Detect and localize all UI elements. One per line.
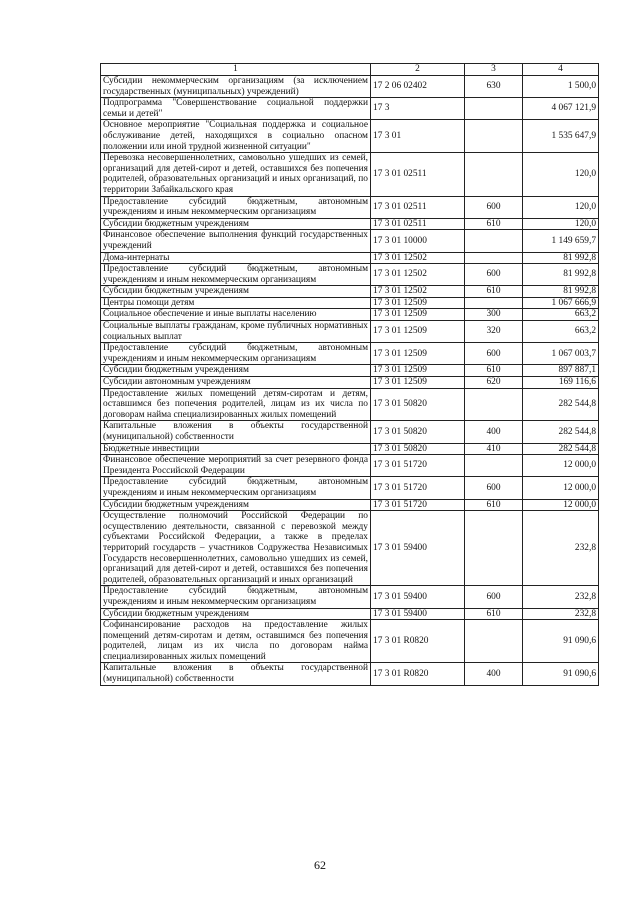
row-expense-type: 600 [465,343,523,365]
header-col-code: 2 [371,64,465,76]
row-code: 17 3 01 12509 [371,343,465,365]
row-name: Субсидии бюджетным учреждениям [101,218,371,230]
row-expense-type [465,455,523,477]
row-expense-type: 600 [465,586,523,608]
row-name: Дома-интернаты [101,252,371,264]
row-expense-type: 620 [465,377,523,389]
row-name: Предоставление субсидий бюджетным, автономным учреждениям и иным некоммерческим организациям [101,196,371,218]
row-code: 17 3 01 10000 [371,230,465,252]
row-name: Подпрограмма "Совершенствование социальной поддержки семьи и детей" [101,98,371,120]
table-row [101,511,599,586]
row-expense-type: 610 [465,365,523,377]
table-row [101,98,599,120]
row-expense-type [465,230,523,252]
row-name: Перевозка несовершеннолетних, самовольно ушедших из семей, организаций для детей-сирот и детей, оставшихся без попечения родителей, образовательных организаций и иных организаций, по территории Забайкальского края [101,153,371,196]
row-expense-type: 320 [465,321,523,343]
row-code: 17 3 01 02511 [371,218,465,230]
row-amount: 81 992,8 [523,252,599,264]
table-row [101,443,599,455]
row-code: 17 3 01 12502 [371,286,465,298]
row-amount: 897 887,1 [523,365,599,377]
table-row [101,586,599,608]
row-amount: 282 544,8 [523,421,599,443]
row-name: Социальное обеспечение и иные выплаты населению [101,309,371,321]
budget-table [100,63,599,686]
row-amount: 120,0 [523,196,599,218]
row-amount: 12 000,0 [523,477,599,499]
header-row [101,64,599,76]
row-expense-type: 400 [465,663,523,685]
row-name: Финансовое обеспечение выполнения функций государственных учреждений [101,230,371,252]
table-row [101,153,599,196]
table-row [101,218,599,230]
row-amount: 663,2 [523,309,599,321]
table-row [101,321,599,343]
row-code: 17 3 01 51720 [371,477,465,499]
row-amount: 232,8 [523,586,599,608]
row-expense-type [465,388,523,421]
row-name: Предоставление субсидий бюджетным, автономным учреждениям и иным некоммерческим организациям [101,586,371,608]
table-row [101,663,599,685]
row-code: 17 3 01 12509 [371,309,465,321]
table-row [101,455,599,477]
row-expense-type [465,252,523,264]
row-amount: 91 090,6 [523,620,599,663]
header-col-sum: 4 [523,64,599,76]
row-code: 17 3 01 59400 [371,608,465,620]
table-row [101,499,599,511]
table-row [101,76,599,98]
row-code: 17 3 01 50820 [371,421,465,443]
page-number: 62 [314,858,326,872]
row-expense-type [465,153,523,196]
row-amount: 1 067 666,9 [523,297,599,309]
row-amount: 282 544,8 [523,443,599,455]
row-code: 17 3 01 51720 [371,499,465,511]
row-code: 17 3 01 R0820 [371,663,465,685]
row-code: 17 3 01 59400 [371,511,465,586]
row-name: Предоставление жилых помещений детям-сиротам и детям, оставшимся без попечения родителей, лицам из их числа по договорам найма специализированных жилых помещений [101,388,371,421]
table-row [101,264,599,286]
row-expense-type [465,98,523,120]
row-code: 17 3 01 12509 [371,377,465,389]
row-expense-type: 600 [465,477,523,499]
row-name: Субсидии бюджетным учреждениям [101,286,371,298]
row-amount: 81 992,8 [523,286,599,298]
row-amount: 1 535 647,9 [523,120,599,153]
row-amount: 91 090,6 [523,663,599,685]
row-amount: 282 544,8 [523,388,599,421]
row-amount: 663,2 [523,321,599,343]
table-row [101,230,599,252]
row-name: Предоставление субсидий бюджетным, автономным учреждениям и иным некоммерческим организациям [101,264,371,286]
row-expense-type: 610 [465,608,523,620]
row-name: Финансовое обеспечение мероприятий за счет резервного фонда Президента Российской Федерации [101,455,371,477]
row-amount: 1 500,0 [523,76,599,98]
row-expense-type [465,620,523,663]
row-expense-type: 630 [465,76,523,98]
row-amount: 4 067 121,9 [523,98,599,120]
row-expense-type: 610 [465,286,523,298]
table-row [101,620,599,663]
row-code: 17 3 01 R0820 [371,620,465,663]
table-row [101,421,599,443]
row-expense-type [465,511,523,586]
row-name: Социальные выплаты гражданам, кроме публичных нормативных социальных выплат [101,321,371,343]
table-row [101,120,599,153]
table-row [101,309,599,321]
row-name: Субсидии бюджетным учреждениям [101,499,371,511]
table-row [101,286,599,298]
row-name: Осуществление полномочий Российской Федерации по осуществлению деятельности, связанной с перевозкой между субъектами Российской Федерации, а также в пределах территорий государств – участников Содружества Независимых Государств несовершеннолетних, самовольно ушедших из семей, организаций для детей-сирот и детей, оставшихся без попечения родителей, образовательных организаций и иных организаций [101,511,371,586]
row-amount: 12 000,0 [523,499,599,511]
row-code: 17 3 01 51720 [371,455,465,477]
row-code: 17 3 01 02511 [371,153,465,196]
budget-table-body [101,64,599,686]
row-name: Предоставление субсидий бюджетным, автономным учреждениям и иным некоммерческим организациям [101,477,371,499]
row-amount: 12 000,0 [523,455,599,477]
table-row [101,365,599,377]
row-amount: 1 067 003,7 [523,343,599,365]
table-row [101,297,599,309]
row-amount: 120,0 [523,218,599,230]
row-name: Субсидии бюджетным учреждениям [101,365,371,377]
row-name: Предоставление субсидий бюджетным, автономным учреждениям и иным некоммерческим организациям [101,343,371,365]
row-name: Субсидии бюджетным учреждениям [101,608,371,620]
row-code: 17 3 01 50820 [371,443,465,455]
row-code: 17 3 01 59400 [371,586,465,608]
row-code: 17 3 01 50820 [371,388,465,421]
row-name: Капитальные вложения в объекты государственной (муниципальной) собственности [101,421,371,443]
row-amount: 120,0 [523,153,599,196]
table-row [101,377,599,389]
row-expense-type: 400 [465,421,523,443]
row-name: Субсидии некоммерческим организациям (за исключением государственных (муниципальных) учреждений) [101,76,371,98]
row-name: Центры помощи детям [101,297,371,309]
row-amount: 232,8 [523,511,599,586]
row-expense-type: 610 [465,499,523,511]
row-name: Субсидии автономным учреждениям [101,377,371,389]
table-row [101,343,599,365]
row-code: 17 3 01 12509 [371,365,465,377]
row-amount: 169 116,6 [523,377,599,389]
row-code: 17 3 01 [371,120,465,153]
row-amount: 81 992,8 [523,264,599,286]
row-code: 17 3 01 12502 [371,252,465,264]
row-code: 17 3 01 12509 [371,321,465,343]
row-name: Бюджетные инвестиции [101,443,371,455]
table-row [101,196,599,218]
row-name: Основное мероприятие "Социальная поддержка и социальное обслуживание детей, находящихся в социально опасном положении или иной трудной жизненной ситуации" [101,120,371,153]
row-expense-type [465,120,523,153]
row-code: 17 2 06 02402 [371,76,465,98]
row-expense-type: 300 [465,309,523,321]
row-code: 17 3 01 12502 [371,264,465,286]
header-col-vr: 3 [465,64,523,76]
table-row [101,388,599,421]
row-code: 17 3 [371,98,465,120]
table-row [101,252,599,264]
row-code: 17 3 01 12509 [371,297,465,309]
row-expense-type: 410 [465,443,523,455]
header-col-name: 1 [101,64,371,76]
row-expense-type: 600 [465,196,523,218]
table-row [101,477,599,499]
row-code: 17 3 01 02511 [371,196,465,218]
row-amount: 232,8 [523,608,599,620]
row-amount: 1 149 659,7 [523,230,599,252]
row-expense-type: 610 [465,218,523,230]
row-name: Капитальные вложения в объекты государственной (муниципальной) собственности [101,663,371,685]
row-name: Софинансирование расходов на предоставление жилых помещений детям-сиротам и детям, оставшимся без попечения родителей, лицам из их числа по договорам найма специализированных жилых помещений [101,620,371,663]
row-expense-type [465,297,523,309]
row-expense-type: 600 [465,264,523,286]
table-row [101,608,599,620]
